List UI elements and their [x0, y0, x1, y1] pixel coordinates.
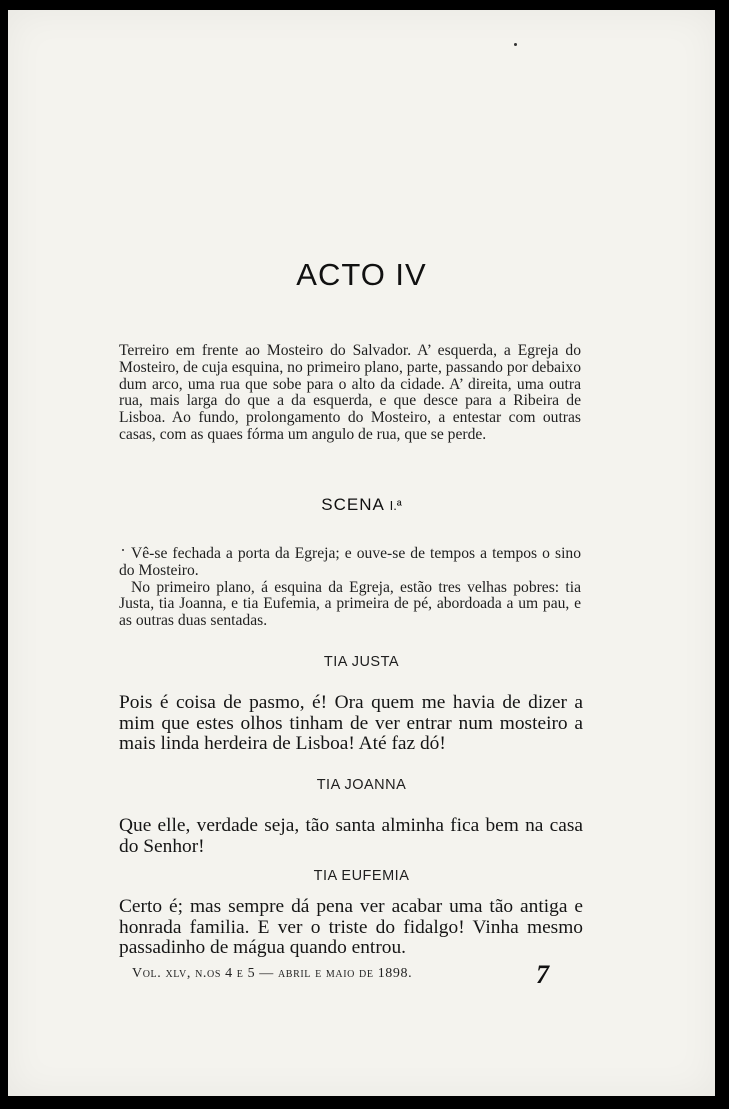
scene-title — [8, 495, 715, 515]
scene-number: I.ª — [389, 498, 402, 513]
setting-text: Terreiro em frente ao Mosteiro do Salvador. A’ esquerda, a Egreja do Mosteiro, de cuja esquina, no primeiro plano, parte, passando por debaixo dum arco, uma rua que sobe para o alto da cidade. A’ direita, uma outra rua, mais larga do que a da esquerda, e que desce para a Ribeira de Lisboa. Ao fundo, prolongamento do Mosteiro, a entestar com outras casas, com as quaes fórma um angulo de rua, que se perde. — [119, 342, 581, 443]
volume-imprint: Vol. xlv, n.os 4 e 5 — abril e maio de 1898. — [132, 966, 413, 981]
speech-block — [119, 693, 583, 755]
signature-mark: 7 — [536, 960, 549, 989]
speaker-name: TIA EUFEMIA — [313, 868, 410, 884]
speaker-name: TIA JOANNA — [316, 777, 407, 793]
speaker-name: TIA JUSTA — [323, 654, 400, 670]
book-page — [8, 10, 715, 1096]
scene-label: SCENA — [321, 495, 384, 514]
speech-text: Que elle, verdade seja, tão santa alminha fica bem na casa do Senhor! — [119, 815, 583, 857]
ink-speck — [514, 43, 517, 46]
stage-directions — [119, 546, 581, 630]
stage-direction: No primeiro plano, á esquina da Egreja, estão tres velhas pobres: tia Justa, tia Joanna, e tia Eufemia, a primeira de pé, abordoada a um pau, e as outras duas sentadas. — [119, 578, 581, 630]
speech-block — [119, 816, 583, 857]
speech-block — [119, 897, 583, 959]
speech-text: Pois é coisa de pasmo, é! Ora quem me havia de dizer a mim que estes olhos tinham de ver entrar num mosteiro a mais linda herdeira de Lisboa! Até faz dó! — [119, 692, 583, 754]
setting-description — [119, 343, 581, 444]
stage-direction: Vê-se fechada a porta da Egreja; e ouve-se de tempos a tempos o sino do Mosteiro. — [119, 545, 581, 579]
act-title: ACTO IV — [296, 257, 427, 292]
speech-text: Certo é; mas sempre dá pena ver acabar uma tão antiga e honrada familia. E ver o triste do fidalgo! Vinha mesmo passadinho de mágua quando entrou. — [119, 896, 583, 958]
